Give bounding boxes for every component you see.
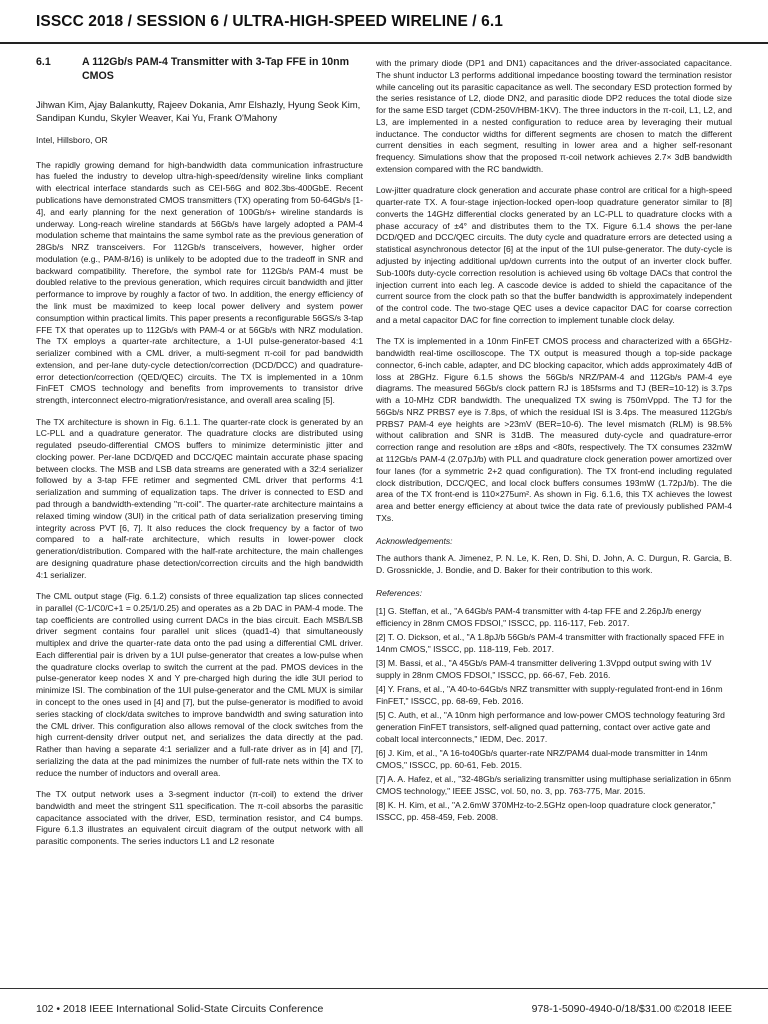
page-header — [0, 0, 768, 44]
paper-title: A 112Gb/s PAM-4 Transmitter with 3-Tap FFE in 10nm CMOS — [82, 56, 350, 82]
references-heading: References: — [376, 588, 423, 599]
body-paragraph: The TX is implemented in a 10nm FinFET CMOS process and characterized with a 65GHz-bandwidth real-time oscilloscope. The TX output is measured though a top-side package connector, 6-inch cable, adapter, and DC blocking capacitor, which adds approximately 4dB of loss at 28GHz. Figure 6.1.5 shows the 56Gb/s NRZ/PAM-4 and 112Gb/s PAM-4 eye diagrams. The measured 56Gb/s clock pattern RJ is 185fsrms and TJ (BER=10-12) is 3.7ps with a 10-MHz CDR bandwidth. The unequalized TX swing is 750mVppd. The TJ for the 56Gb/s NRZ PRBS7 eye is 7.8ps, of which the residual ISI is 3.4ps. The measured 112Gb/s PRBS7 PAM-4 eye heights are >23mV (BER=10-6). The level mismatch (RLM) is 98.5% without calibration and SNR is 31dB. The measured duty-cycle and quadrature-error correction range and resolution are ±8ps and <80fs, respectively. The TX consumes 232mW at 112Gb/s PAM-4 (2.07pJ/b) with PLL and quadrature clock generation power amortized over four lanes (for a symmetric 2+2 quad configuration). The TX front-end including regulated clock distribution, DCC/QEC, and local clock buffers consumes 193mW (1.72pJ/b). The die area of the TX front-end is 110×275um². As shown in Fig. 6.1.6, this TX achieves the lowest area and better energy efficiency at about twice the data rate of previously published PAM-4 TXs. — [376, 336, 732, 523]
reference-item: [4] Y. Frans, et al., "A 40-to-64Gb/s NRZ transmitter with supply-regulated front-end in 16nm FinFET," ISSCC, pp. 68-69, Feb. 2016. — [376, 684, 723, 706]
paper-number: 6.1 — [36, 56, 51, 68]
reference-item: [6] J. Kim, et al., "A 16-to40Gb/s quarter-rate NRZ/PAM4 dual-mode transmitter in 14nm CMOS," ISSCC, pp. 60-61, Feb. 2015. — [376, 747, 708, 770]
body-paragraph: The TX output network uses a 3-segment inductor (π-coil) to extend the driver bandwidth and meet the stringent S11 specification. The π-coil absorbs the parasitic capacitance associated with the driver, ESD, termination resistor, and C4 bumps. Figure 6.1.3 illustrates an equivalent circuit diagram of the output network with all parasitic components. The series inductors L1 and L2 resonate — [36, 788, 363, 847]
footer-conference: 102 • 2018 IEEE International Solid-State Circuits Conference — [36, 1003, 324, 1015]
body-paragraph: with the primary diode (DP1 and DN1) capacitances and the driver-associated capacitance. The shunt inductor L3 performs additional impedance boosting toward the termination resistor while canceling out its parasitic capacitance as well. The secondary ESD protection formed by the series resistance of L2, diode DN2, and parasitic diode DP2 reduces the total diode size for the same ESD target (CDM-250V/HBM-1KV). The three inductors in the π-coil, L1, L2, and L3, are implemented in a nested configuration to reduce area by leveraging their mutual inductance. The conductor widths for different segments are chosen to match the different current densities in each segment, resulting in lower area and a higher self-resonant frequency. Simulations show that the proposed π-coil network achieves 2.7× 3dB bandwidth extension compared with the RC bandwidth. — [376, 58, 732, 175]
right-column — [376, 58, 732, 826]
left-column — [36, 56, 363, 857]
reference-item: [5] C. Auth, et al., "A 10nm high performance and low-power CMOS technology featuring 3rd generation FinFET transistors, self-aligned quad patterning, contact over active gate and cobalt local interconnects," IEDM, Dec. 2017. — [376, 710, 725, 744]
paper-authors: Jihwan Kim, Ajay Balankutty, Rajeev Dokania, Amr Elshazly, Hyung Seok Kim, Sandipan Kundu, Skyler Weaver, Kai Yu, Frank O'Mahony — [36, 98, 361, 123]
reference-item: [8] K. H. Kim, et al., "A 2.6mW 370MHz-to-2.5GHz open-loop quadrature clock generator," ISSCC, pp. 458-459, Feb. 2008. — [376, 800, 716, 822]
paper-title-block — [36, 56, 363, 84]
page-footer — [0, 988, 768, 1024]
header-title: ISSCC 2018 / SESSION 6 / ULTRA-HIGH-SPEED WIRELINE / 6.1 — [36, 13, 503, 30]
body-paragraph: The TX architecture is shown in Fig. 6.1.1. The quarter-rate clock is generated by an LC-PLL and a quadrature generator. The quadrature clocks are distributed using regulated pseudo-differential CMOS buffers to minimize deterministic jitter and clocking power. Per-lane DCD/QED and DCC/QEC maintain accurate phase spacing between clocks. The MSB and LSB data streams are generated with a 32:4 serializer followed by a 3-tap FFE retimer and segmented CML driver that performs 4:1 serialization and summing of equalization taps. The driver is connected to ESD and pad through a bandwidth-extending "π-coil". The quarter-rate architecture maintains a relaxed timing window (3UI) in the critical path of data serialization preserving timing integrity across PVT [6, 7]. It also reduces the clock frequency by a factor of two compared to a half-rate architecture, which results in lower-power clock generation/distribution. Compared with the half-rate architecture, the main challenges are designing quadrature phase detection/correction circuits and the high bandwidth 4:1 serializer. — [36, 416, 363, 580]
body-paragraph: Low-jitter quadrature clock generation and accurate phase control are critical for a high-speed quarter-rate TX. A four-stage injection-locked open-loop quadrature generator similar to [8] converts the 14GHz differential clocks generated by an LC-PLL to quadrature clocks with a phase accuracy of ±4° and distributes them to the TX. Figure 6.1.4 shows the per-lane DCD/QED and DCC/QEC circuits. The duty cycle and quadrature errors are detected using a statistical asynchronous detector [6] at the input of the 1UI pulse-generator. The duty-cycle is adjusted by injecting additional up/down currents into the output of an inverter clock buffer. Sub-100fs duty-cycle correction resolution is achieved using 6b voltage DACs that control the injection current into each leg. A cascode device is added to shield the capacitance of the current source from the clock path so that the buffer bandwidth is approximately independent of the control code. The two-stage QEC uses a device capacitor DAC for coarse correction and a metal capacitor DAC for fine correction to implement tunable clock delay. — [376, 185, 732, 325]
reference-item: [3] M. Bassi, et al., "A 45Gb/s PAM-4 transmitter delivering 1.3Vppd output swing with 1V supply in 28nm CMOS FDSOI," ISSCC, pp. 66-67, Feb. 2016. — [376, 657, 712, 680]
body-paragraph: The CML output stage (Fig. 6.1.2) consists of three equalization tap slices connected in parallel (C-1/C0/C+1 = 0.25/1/0.25) and operates as a 2b DAC in PAM-4 mode. The tap coefficients are controlled using current DACs in the bias circuit. Each MSB/LSB driver segment contains four parallel unit slices (quad1-4) that simultaneously multiplex and drive the quarter-rate data onto the pad using a differential CML driver. Each differential pair is driven by a 1UI pulse-generator that creates a low-pulse when the quadrature clocks overlap to switch the current at the pad. PMOS devices in the pulse-generator keep nodes X and Y pre-charged high during the idle 3UI period to minimize ISI. The combination of the 1UI pulse-generator and the CML MUX is similar in concept to the ones used in [4] and [7], but the pulse-generator is modified to avoid series stacking of clock/data switches to improve bandwidth and swing saturation into the CML driver. This configuration also allows removal of the clock switches from the high current-density driver output net, and serializes the data directly at the pad. Rather than having a separate 4:1 serializer and a full-rate driver as in [4] and [7], serializing the data at the pad minimizes the number of full-rate nets within the TX to reduce the number of inductors and overall area. — [36, 590, 363, 778]
acknowledgements-text: The authors thank A. Jimenez, P. N. Le, K. Ren, D. Shi, D. John, A. C. Durgun, R. Garcia, B. D. Grossnickle, J. Bondie, and D. Baker for their contribution to this work. — [376, 553, 732, 576]
reference-item: [1] G. Steffan, et al., "A 64Gb/s PAM-4 transmitter with 4-tap FFE and 2.26pJ/b energy efficiency in 28nm CMOS FDSOI," ISSCC, pp. 116-117, Feb. 2017. — [376, 605, 702, 628]
acknowledgements-heading: Acknowledgements: — [376, 535, 453, 546]
footer-isbn: 978-1-5090-4940-0/18/$31.00 ©2018 IEEE — [531, 1003, 732, 1015]
reference-item: [2] T. O. Dickson, et al., "A 1.8pJ/b 56Gb/s PAM-4 transmitter with fractionally spaced FFE in 14nm CMOS," ISSCC, pp. 118-119, Feb. 2017. — [376, 631, 725, 654]
paper-affiliation: Intel, Hillsboro, OR — [36, 134, 108, 145]
body-paragraph: The rapidly growing demand for high-bandwidth data communication infrastructure has fueled the industry to develop ultra-high-speed/density wireline links compliant with electrical interface standards such as CEI-56G and 802.3bs-400GbE. Recent publications have demonstrated CMOS transmitters (TX) operating from 50-64Gb/s [1-4], and early planning for the next generation of 100Gb/s+ wireline standards is underway. Long-reach wireline standards at 56Gb/s have largely adopted a PAM-4 modulation scheme that maintains the same symbol rate as the previous generation of 28Gb/s NRZ transceivers. For 112Gb/s transceivers, however, higher order modulation (e.g., PAM-8/16) is unlikely to be adopted due to the tradeoff in SNR and backward compatibility. Therefore, the symbol rate for 112Gb/s PAM-4 must be doubled relative to the previous generation, which requires circuit bandwidth and jitter performance to improve by roughly a factor of two. In addition, the energy efficiency of the link must be maximized to keep local power delivery and system power consumption within practical limits. This paper presents a reconfigurable 56GS/s 3-tap FFE TX that operates up to 112Gb/s with PAM-4 or at 56Gb/s with NRZ modulation. The TX employs a quarter-rate architecture, a 1-UI pulse-generator-based 4:1 serializer combined with a CML driver, a multi-segment π-coil for pad bandwidth extension, and per-lane duty-cycle detection/correction (DCD/DCC) and quadrature-error detection/correction (QED/QEC) circuits. The TX is implemented in a 10nm FinFET CMOS technology and benefits from improvements to transistor drive strength, interconnect electro-migration/resistance, and overall area scaling [5]. — [36, 159, 363, 406]
reference-item: [7] A. A. Hafez, et al., "32-48Gb/s serializing transmitter using multiphase serialization in 65nm CMOS technology," IEEE JSSC, vol. 50, no. 3, pp. 763-775, Mar. 2015. — [376, 773, 732, 796]
